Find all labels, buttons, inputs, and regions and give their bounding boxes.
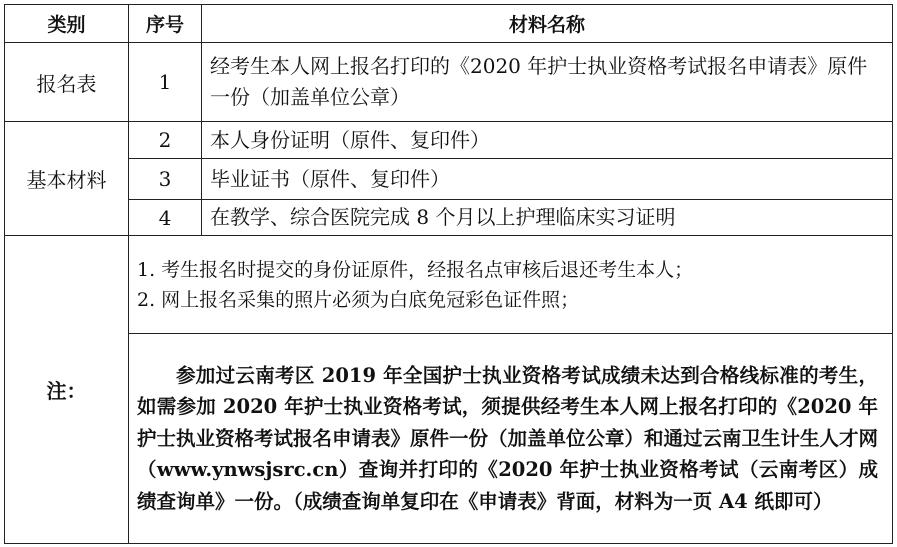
yunnan-note-paragraph: 参加过云南考区 2019 年全国护士执业资格考试成绩未达到合格线标准的考生，如需参加 2020 年护士执业资格考试，须提供经考生本人网上报名打印的《2020 年护士执业资格考试报名申请表》原件一份（加盖单位公章）和通过云南卫生计生人才网（www.ynwsjsrc.cn）查询并打印的《2020 年护士执业资格考试（云南考区）成绩查询单》一份。（成绩查询单复印在《申请表》背面，材料为一页 A4 纸即可）: [129, 334, 893, 544]
materials-document: [4, 4, 892, 542]
material-internship-proof: 在教学、综合医院完成 8 个月以上护理临床实习证明: [202, 200, 893, 236]
table-row-yunnan-note: [5, 334, 893, 544]
row-number: 2: [129, 122, 202, 159]
category-basic-materials: 基本材料: [5, 122, 129, 236]
table-row-notes: [5, 236, 893, 334]
table-row-id: [5, 122, 893, 159]
row-number: 1: [129, 43, 202, 122]
material-application-form: 经考生本人网上报名打印的《2020 年护士执业资格考试报名申请表》原件一份（加盖单位公章）: [202, 43, 893, 122]
notes-list: [129, 236, 893, 334]
note-item: 2. 网上报名采集的照片必须为白底免冠彩色证件照；: [137, 288, 580, 311]
table-row-application: [5, 43, 893, 122]
row-number: 3: [129, 159, 202, 200]
table-row-internship: [5, 200, 893, 236]
header-category: 类别: [5, 5, 129, 43]
table-row-diploma: [5, 159, 893, 200]
row-number: 4: [129, 200, 202, 236]
note-item: 1. 考生报名时提交的身份证原件，经报名点审核后退还考生本人；: [137, 258, 694, 281]
header-material-name: 材料名称: [202, 5, 893, 43]
material-diploma: 毕业证书（原件、复印件）: [202, 159, 893, 200]
table-header-row: [5, 5, 893, 43]
materials-table: [4, 4, 893, 544]
category-application-form: 报名表: [5, 43, 129, 122]
header-number: 序号: [129, 5, 202, 43]
material-id-proof: 本人身份证明（原件、复印件）: [202, 122, 893, 159]
notes-label: 注：: [5, 236, 129, 544]
